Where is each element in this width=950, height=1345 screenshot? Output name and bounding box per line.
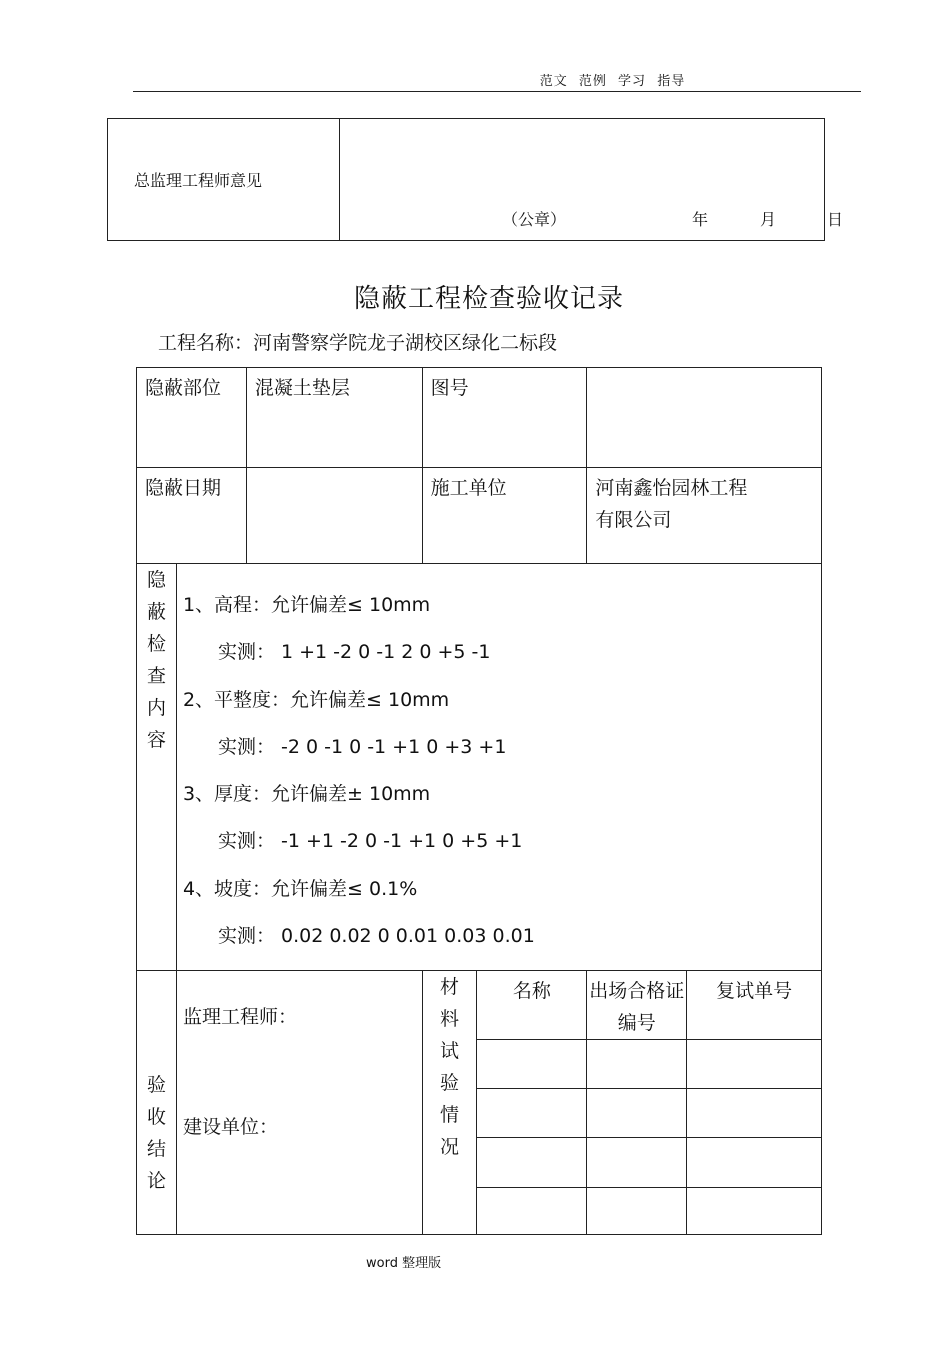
table-cell	[687, 1138, 822, 1188]
table-cell	[477, 1040, 587, 1089]
table-cell	[587, 1138, 687, 1188]
approval-table	[107, 118, 844, 241]
hidden-part-value: 混凝土垫层	[246, 368, 422, 468]
page-footer: word 整理版	[366, 1256, 442, 1271]
table-cell	[587, 1188, 687, 1235]
year-label: 年	[692, 210, 709, 229]
signature-area	[176, 971, 422, 1235]
page-header: 范文 范例 学习 指导	[539, 74, 686, 89]
hidden-date-value	[246, 468, 422, 564]
contractor-value-line-1: 河南鑫怡园林工程	[595, 477, 748, 499]
table-cell	[477, 1089, 587, 1138]
hidden-date-label: 隐蔽日期	[137, 468, 247, 564]
seal-label: （公章）	[502, 210, 567, 229]
table-cell	[587, 1089, 687, 1138]
col-header-certificate: 出场合格证 编号	[587, 971, 687, 1040]
drawing-no-value	[587, 368, 822, 468]
table-cell	[687, 1089, 822, 1138]
document-title: 隐蔽工程检查验收记录	[353, 284, 624, 314]
chief-supervisor-opinion-field	[340, 119, 844, 241]
table-cell	[477, 1188, 587, 1235]
contractor-value	[587, 468, 822, 564]
elevation-measured: 实测： 1 +1 -2 0 -1 2 0 +5 -1	[217, 641, 491, 664]
contractor-value-line-2: 有限公司	[595, 509, 672, 531]
owner-label: 建设单位：	[182, 1116, 278, 1138]
table-cell	[477, 1138, 587, 1188]
project-name: 工程名称：河南警察学院龙子湖校区绿化二标段	[158, 332, 558, 354]
flatness-measured: 实测： -2 0 -1 0 -1 +1 0 +3 +1	[217, 735, 507, 758]
header-divider	[133, 91, 861, 92]
col-header-retest: 复试单号	[687, 971, 822, 1040]
chief-supervisor-opinion-label: 总监理工程师意见	[108, 119, 340, 241]
month-label: 月	[760, 210, 777, 229]
thickness-measured: 实测： -1 +1 -2 0 -1 +1 0 +5 +1	[217, 830, 523, 853]
thickness-spec: 3、厚度：允许偏差± 10mm	[182, 783, 431, 806]
day-label: 日	[827, 210, 844, 229]
slope-spec: 4、坡度：允许偏差≤ 0.1%	[182, 877, 418, 900]
contractor-label: 施工单位	[422, 468, 587, 564]
acceptance-conclusion-label: 验 收 结 论	[137, 971, 177, 1235]
slope-measured: 实测： 0.02 0.02 0 0.01 0.03 0.01	[217, 925, 535, 948]
inspection-content-label: 隐 蔽 检 查 内 容	[137, 564, 177, 971]
col-header-name: 名称	[477, 971, 587, 1040]
hidden-part-label: 隐蔽部位	[137, 368, 247, 468]
drawing-no-label: 图号	[422, 368, 587, 468]
material-test-label: 材 料 试 验 情 况	[422, 971, 477, 1235]
flatness-spec: 2、平整度：允许偏差≤ 10mm	[182, 688, 450, 711]
table-cell	[687, 1188, 822, 1235]
inspection-content	[176, 564, 821, 971]
table-cell	[587, 1040, 687, 1089]
elevation-spec: 1、高程：允许偏差≤ 10mm	[182, 594, 431, 616]
supervisor-label: 监理工程师：	[182, 1006, 297, 1028]
table-cell	[687, 1040, 822, 1089]
inspection-table	[136, 367, 822, 1235]
